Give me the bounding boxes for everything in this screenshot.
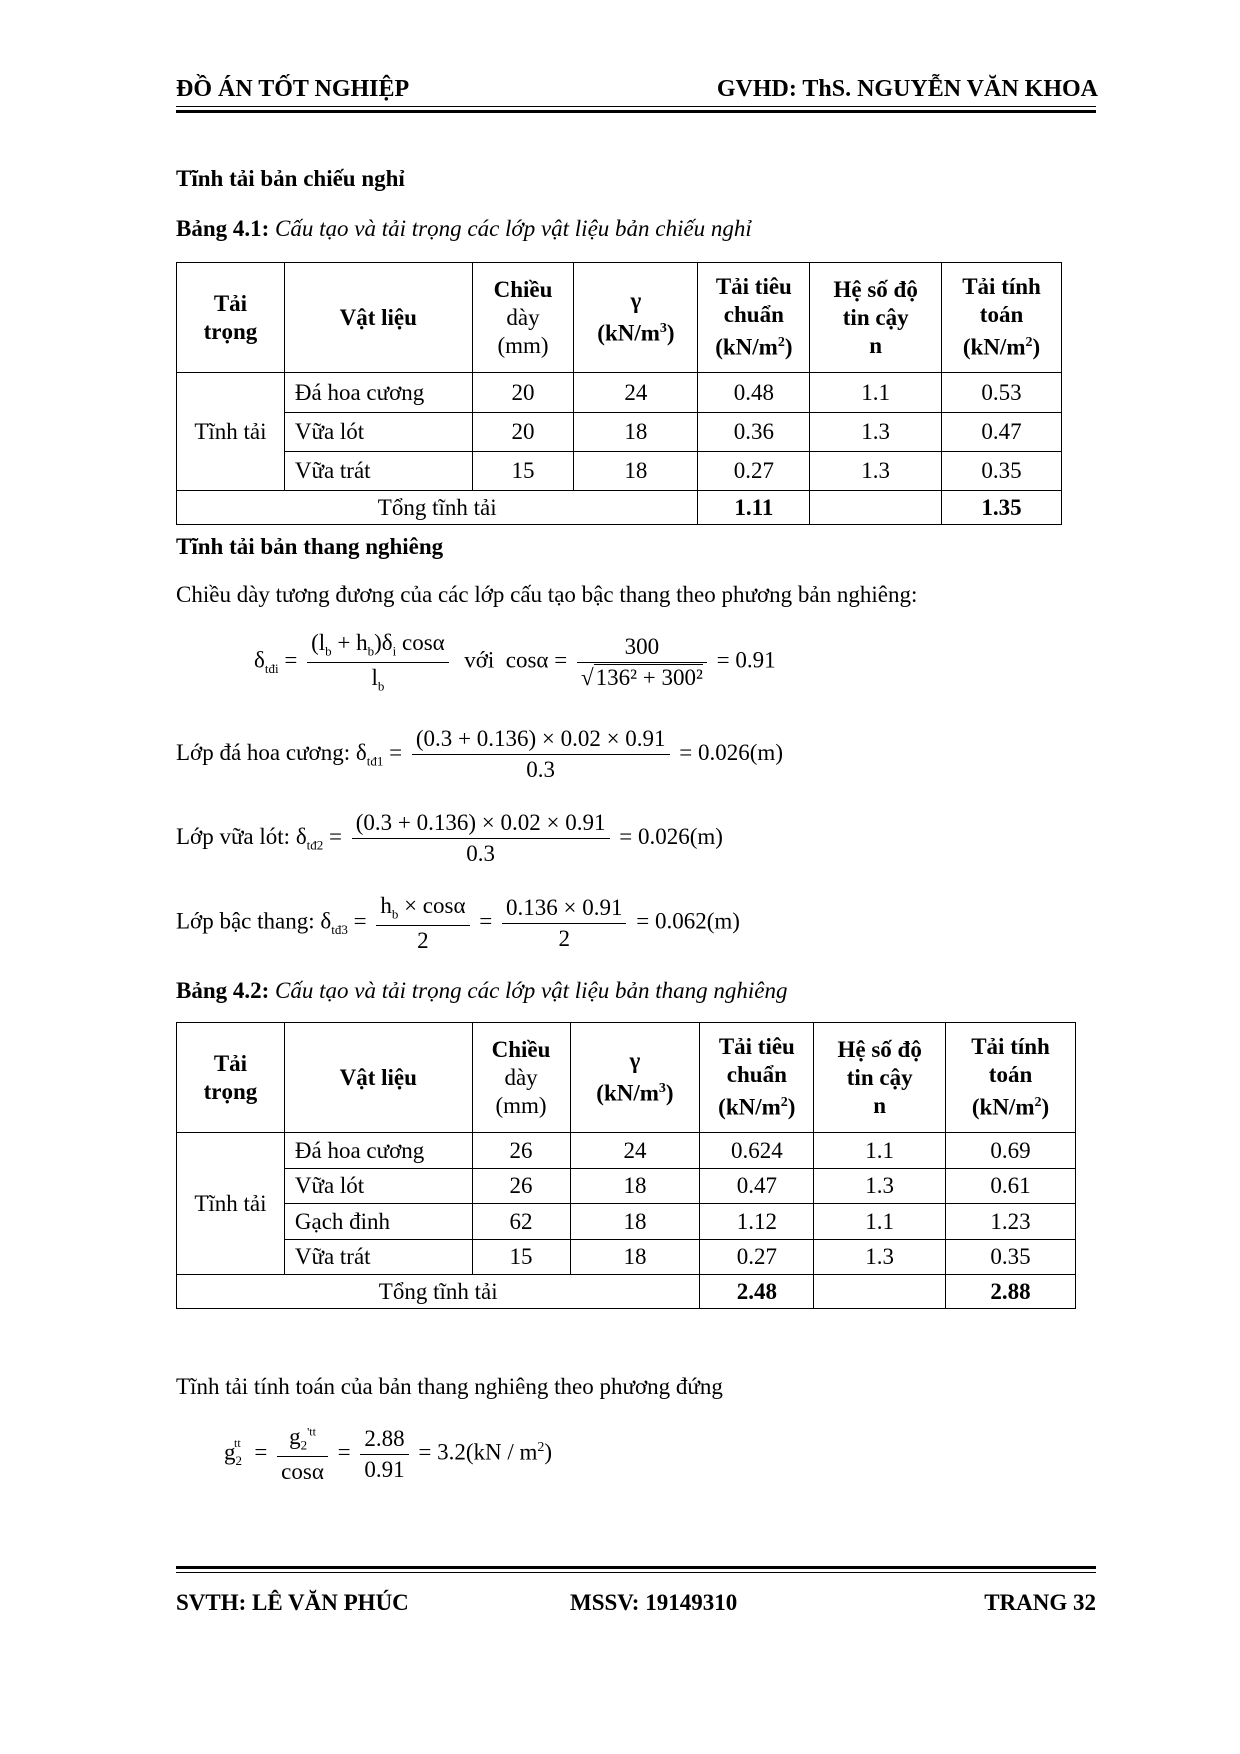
layer3-num1: × cosα: [404, 893, 466, 918]
table1-caption: [176, 216, 752, 242]
footer-left: SVTH: LÊ VĂN PHÚC: [176, 1590, 409, 1615]
table2-caption-text: Cấu tạo và tải trọng các lớp vật liệu bản thang nghiêng: [275, 978, 788, 1003]
table-row: [177, 1169, 1076, 1204]
table1-header-gamma: γ $(kN/m^3)$: [574, 263, 698, 373]
section1-heading: Tĩnh tải bản chiếu nghỉ: [176, 166, 405, 191]
formula-layer1: Lớp đá hoa cương: $\delta_{tđ1}$ = $\frac{(0.3 + 0.136) \times 0.02 \times 0.91}{0.3}$ = 0.026(m): [176, 726, 783, 782]
table-cell: 18: [570, 1240, 700, 1275]
table1-total-row: [177, 491, 1062, 525]
table-cell: 1.1: [814, 1133, 946, 1169]
table1-header-thickness: Chiều dày (mm): [472, 263, 574, 373]
table2-header-reliability: Hệ số độ tin cậy n: [814, 1023, 946, 1133]
total-standard: 1.11: [698, 491, 810, 525]
layer2-result: = 0.026(m): [619, 823, 723, 849]
table-cell: Đá hoa cương: [284, 373, 472, 413]
total-standard: 2.48: [700, 1275, 814, 1309]
table1-caption-text: Cấu tạo và tải trọng các lớp vật liệu bản chiếu nghỉ: [275, 216, 752, 241]
table-cell: 1.1: [810, 373, 942, 413]
table-cell: 0.61: [946, 1169, 1076, 1204]
table-cell: 20: [472, 413, 574, 452]
table-cell: 24: [570, 1133, 700, 1169]
table-cell: 1.3: [814, 1169, 946, 1204]
table1-header-reliability: Hệ số độ tin cậy n: [810, 263, 942, 373]
table-row: [177, 373, 1062, 413]
table-cell: 0.27: [700, 1240, 814, 1275]
table-row: [177, 452, 1062, 491]
table2-header-load: Tải trọng: [177, 1023, 285, 1133]
table-cell: 0.69: [946, 1133, 1076, 1169]
table-cell: 0.624: [700, 1133, 814, 1169]
table-2: [176, 1022, 1076, 1309]
layer3-result: = 0.062(m): [636, 908, 740, 934]
formula-cos-result: = 0.91: [716, 647, 776, 673]
table-cell: 1.23: [946, 1204, 1076, 1240]
table2-header-gamma: γ $(kN/m^3)$: [570, 1023, 700, 1133]
table-cell: 18: [570, 1204, 700, 1240]
table-cell: 26: [472, 1133, 570, 1169]
table-cell: 0.48: [698, 373, 810, 413]
table-cell: 18: [574, 413, 698, 452]
table2-caption-label: Bảng 4.2:: [176, 978, 270, 1003]
table-cell: 0.47: [942, 413, 1062, 452]
table-cell: 15: [472, 452, 574, 491]
formula-equivalent-thickness: $\delta_{tđi}$ = $\frac{(l_b + h_b)\delta_i \cos\alpha}{l_b}$ với cosα = $\frac{300}{\text{√136² + 300²}}$ = 0.91: [254, 630, 776, 694]
table-cell: 0.53: [942, 373, 1062, 413]
layer1-result: = 0.026(m): [679, 739, 783, 765]
table-cell: 0.35: [946, 1240, 1076, 1275]
table2-header-row: [177, 1023, 1076, 1133]
table-cell: Vữa lót: [284, 413, 472, 452]
table-cell: 0.36: [698, 413, 810, 452]
header-rule-thick: [176, 110, 1096, 113]
table-cell: Vữa lót: [284, 1169, 472, 1204]
layer3-label: Lớp bậc thang:: [176, 908, 315, 934]
table1-header-load: Tải trọng: [177, 263, 285, 373]
section2-intro: Chiều dày tương đương của các lớp cấu tạo bậc thang theo phương bản nghiêng:: [176, 582, 918, 607]
table1-header-standard: Tải tiêu chuẩn $(kN/m^2)$: [698, 263, 810, 373]
header-left: ĐỒ ÁN TỐT NGHIỆP: [176, 76, 410, 102]
table-cell: Vữa trát: [284, 452, 472, 491]
table-cell: 18: [574, 452, 698, 491]
table-cell: 20: [472, 373, 574, 413]
table-cell: 1.1: [814, 1204, 946, 1240]
table-cell: 24: [574, 373, 698, 413]
total-design: 2.88: [946, 1275, 1076, 1309]
table-cell: 0.47: [700, 1169, 814, 1204]
layer1-label: Lớp đá hoa cương:: [176, 739, 351, 765]
vertical-result: = 3.2(kN / m: [418, 1439, 538, 1465]
table-cell: 1.12: [700, 1204, 814, 1240]
section3-text: Tĩnh tải tính toán của bản thang nghiêng theo phương đứng: [176, 1374, 723, 1399]
table-cell: 62: [472, 1204, 570, 1240]
total-label: Tổng tĩnh tải: [177, 491, 698, 525]
table-row: [177, 1240, 1076, 1275]
table-cell: Gạch đinh: [284, 1204, 472, 1240]
table2-group-label: Tĩnh tải: [177, 1133, 285, 1275]
footer-center: MSSV: 19149310: [570, 1590, 738, 1615]
table-cell: 1.3: [814, 1240, 946, 1275]
table-cell: Đá hoa cương: [284, 1133, 472, 1169]
table-cell: 0.35: [942, 452, 1062, 491]
table-cell: Vữa trát: [284, 1240, 472, 1275]
layer1-num: (0.3 + 0.136) × 0.02 × 0.91: [412, 726, 670, 755]
table2-total-row: [177, 1275, 1076, 1309]
total-design: 1.35: [942, 491, 1062, 525]
table-cell: 18: [570, 1169, 700, 1204]
formula-cos-den: 136² + 300²: [595, 664, 703, 690]
vertical-den: 0.91: [364, 1456, 405, 1482]
header-right: GVHD: ThS. NGUYỄN VĂN KHOA: [716, 76, 1098, 102]
table-cell: 1.3: [810, 413, 942, 452]
table1-caption-label: Bảng 4.1:: [176, 216, 270, 241]
formula-cos-num: 300: [577, 634, 707, 663]
table-cell: 0.27: [698, 452, 810, 491]
layer3-den2: 2: [558, 925, 570, 951]
layer3-num2: 0.136 × 0.91: [502, 895, 626, 924]
total-label: Tổng tĩnh tải: [177, 1275, 700, 1309]
table-cell: [814, 1275, 946, 1309]
layer2-label: Lớp vữa lót:: [176, 823, 291, 849]
footer-right: TRANG 32: [984, 1590, 1096, 1615]
formula-with: với: [464, 647, 495, 673]
table2-caption: [176, 978, 788, 1004]
table-row: [177, 1133, 1076, 1169]
table-cell: [810, 491, 942, 525]
layer3-den1: 2: [417, 927, 429, 953]
formula-vertical-load: $g_2^{tt}$ = $\frac{g_2^{'tt}}{\cos\alpha}$ = $\frac{2.88}{0.91}$ = $3.2(kN / m^2)$: [224, 1424, 553, 1484]
table-cell: 26: [472, 1169, 570, 1204]
table1-group-label: Tĩnh tải: [177, 373, 285, 491]
table-cell: 1.3: [810, 452, 942, 491]
table2-header-thickness: Chiều dày (mm): [472, 1023, 570, 1133]
table-1: [176, 262, 1062, 525]
footer-rule-thick: [176, 1566, 1096, 1569]
formula-layer3: Lớp bậc thang: $\delta_{tđ3}$ = $\frac{h_b \times \cos\alpha}{2}$ = $\frac{0.136 \times 0.91}{2}$ = 0.062(m): [176, 893, 740, 953]
header-rule-thin: [176, 106, 1096, 107]
table-cell: 15: [472, 1240, 570, 1275]
section2-heading: Tĩnh tải bản thang nghiêng: [176, 534, 444, 559]
table-row: [177, 413, 1062, 452]
footer-rule-thin: [176, 1572, 1096, 1573]
table2-header-design: Tải tính toán $(kN/m^2)$: [946, 1023, 1076, 1133]
table2-header-material: Vật liệu: [284, 1023, 472, 1133]
table1-header-material: Vật liệu: [284, 263, 472, 373]
formula-cos-label: cosα =: [505, 647, 568, 673]
table1-header-design: Tải tính toán $(kN/m^2)$: [942, 263, 1062, 373]
layer2-num: (0.3 + 0.136) × 0.02 × 0.91: [352, 810, 610, 839]
table-row: [177, 1204, 1076, 1240]
vertical-num: 2.88: [360, 1426, 408, 1455]
layer1-den: 0.3: [526, 757, 556, 782]
layer2-den: 0.3: [466, 841, 495, 866]
formula-layer2: Lớp vữa lót: $\delta_{tđ2}$ = $\frac{(0.3 + 0.136) \times 0.02 \times 0.91}{0.3}$ = 0.026(m): [176, 810, 723, 866]
table1-header-row: [177, 263, 1062, 373]
table2-header-standard: Tải tiêu chuẩn $(kN/m^2)$: [700, 1023, 814, 1133]
